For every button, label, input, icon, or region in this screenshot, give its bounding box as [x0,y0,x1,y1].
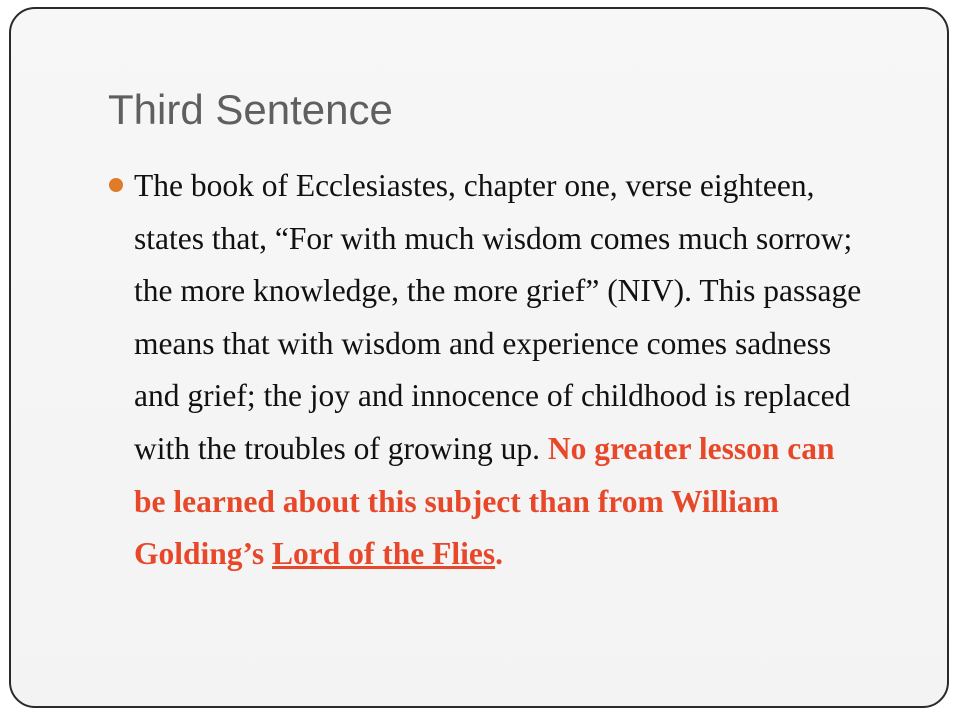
bullet-text: The book of Ecclesiastes, chapter one, verse eighteen, states that, “For with much wisdom comes much sorrow; the more knowledge, the more grief” (NIV). This passage means that with wisdom and experience comes sadness and grief; the joy and innocence of childhood is replaced with the troubles of growing up. [134,168,862,466]
book-title: Lord of the Flies [272,536,496,572]
bullet-icon [109,178,123,192]
ending-period: . [495,536,503,572]
bullet-list [108,160,868,581]
slide-title: Third Sentence [108,86,393,133]
bullet-item [108,160,868,581]
emphasis-lead: No greater lesson can be learned about this subject than from William Golding’s [134,430,835,572]
